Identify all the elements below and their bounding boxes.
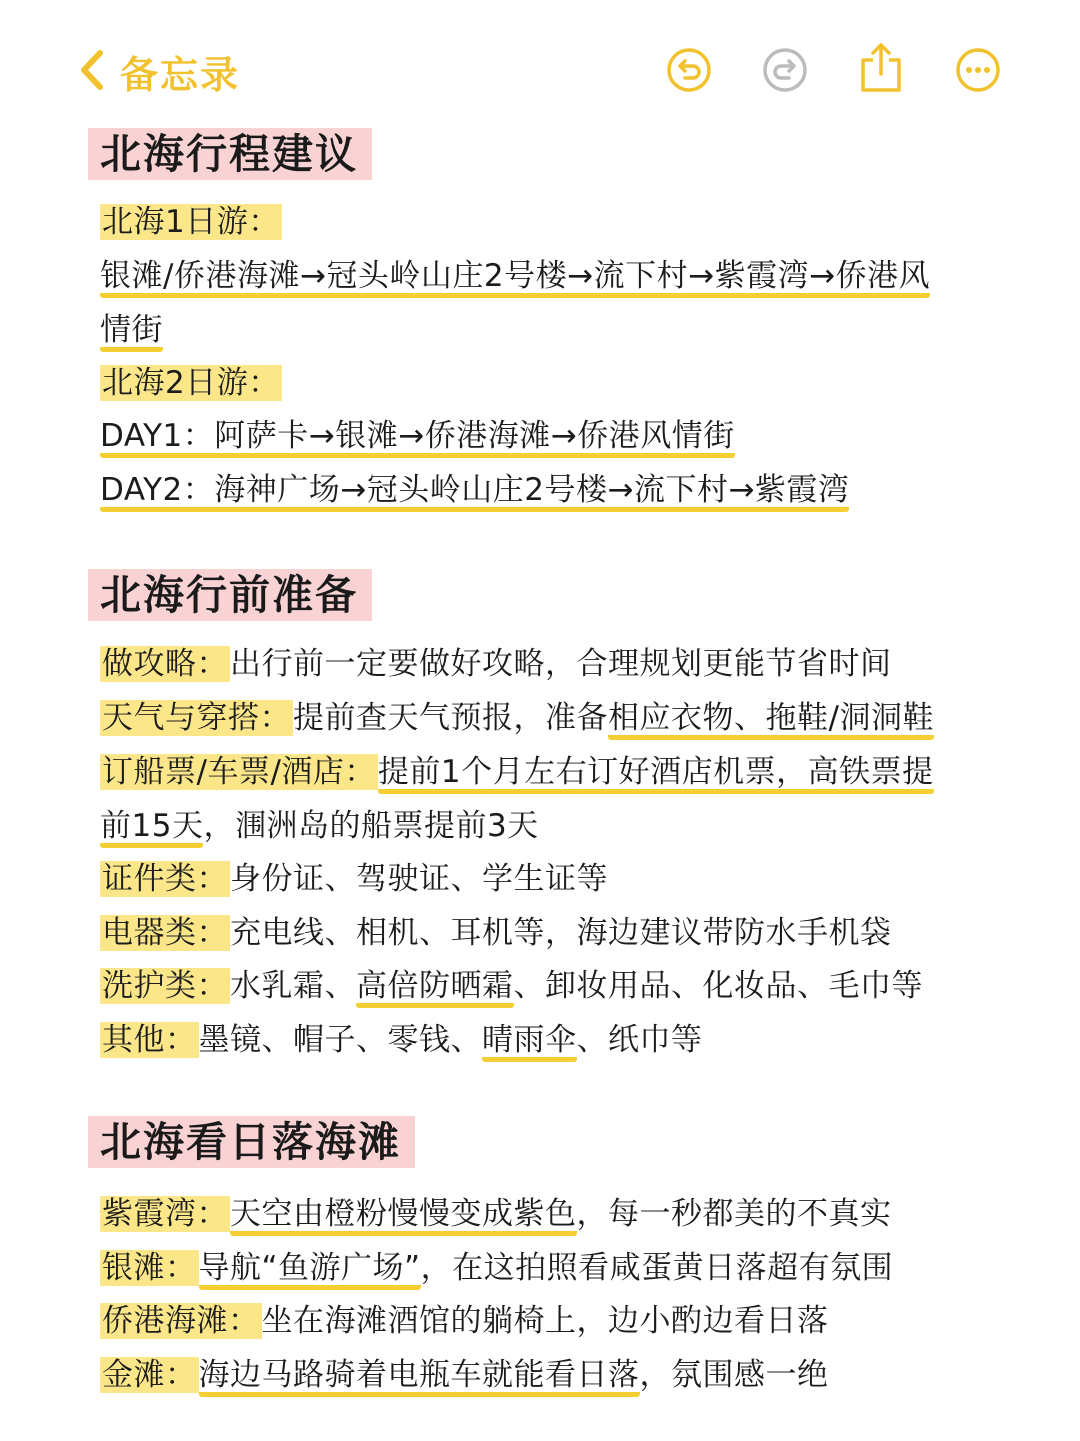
section-title-preparation: 北海行前准备 bbox=[88, 569, 372, 621]
share-icon bbox=[857, 79, 905, 98]
day1-label: 北海1日游： bbox=[102, 204, 280, 240]
sunset-text-zixia: ，每一秒都美的不真实 bbox=[576, 1196, 892, 1232]
prep-label-documents: 证件类： bbox=[102, 861, 228, 897]
prep-label-tickets: 订船票/车票/酒店： bbox=[102, 754, 376, 790]
prep-label-electronics: 电器类： bbox=[102, 915, 228, 951]
section-title-sunset: 北海看日落海滩 bbox=[88, 1116, 415, 1168]
sunset-label-zixia: 紫霞湾： bbox=[102, 1196, 228, 1232]
day2-label-line bbox=[100, 363, 282, 403]
share-button[interactable] bbox=[857, 42, 905, 90]
prep-underline-weather: 相应衣物、拖鞋/洞洞鞋 bbox=[608, 701, 934, 740]
sunset-underline-jintan: 海边马路骑着电瓶车就能看日落 bbox=[199, 1358, 640, 1397]
more-button[interactable] bbox=[954, 46, 1002, 94]
day1-route-part1: 银滩/侨港海滩→冠头岭山庄2号楼→流下村→紫霞湾→侨港风 bbox=[100, 259, 930, 298]
section-title-itinerary: 北海行程建议 bbox=[88, 128, 372, 180]
prep-text-strategy: 出行前一定要做好攻略，合理规划更能节省时间 bbox=[230, 646, 892, 682]
redo-button[interactable] bbox=[761, 46, 809, 94]
sunset-row-jintan bbox=[100, 1355, 829, 1395]
prep-label-toiletries: 洗护类： bbox=[102, 968, 228, 1004]
day1-route-line-2 bbox=[100, 310, 163, 350]
undo-icon bbox=[665, 79, 713, 98]
sunset-row-zixia bbox=[100, 1194, 892, 1234]
prep-text-toiletries-a: 水乳霜、 bbox=[230, 968, 356, 1004]
prep-underline-tickets: 提前1个月左右订好酒店机票，高铁票提 bbox=[378, 755, 934, 794]
more-icon bbox=[954, 79, 1002, 98]
prep-text-electronics: 充电线、相机、耳机等，海边建议带防水手机袋 bbox=[230, 915, 892, 951]
prep-underline-umbrella: 晴雨伞 bbox=[482, 1023, 577, 1062]
prep-row-weather bbox=[100, 698, 934, 738]
sunset-row-yintan bbox=[100, 1248, 893, 1288]
navigation-bar bbox=[0, 0, 1080, 130]
prep-text-toiletries-b: 、卸妆用品、化妆品、毛巾等 bbox=[513, 968, 923, 1004]
sunset-label-yintan: 银滩： bbox=[102, 1250, 197, 1286]
sunset-text-jintan: ，氛围感一绝 bbox=[639, 1357, 829, 1393]
prep-text-tickets-2: ，涠洲岛的船票提前3天 bbox=[203, 808, 539, 844]
undo-button[interactable] bbox=[665, 46, 713, 94]
prep-row-strategy bbox=[100, 644, 892, 684]
sunset-row-qiaogang bbox=[100, 1301, 829, 1341]
prep-row-electronics bbox=[100, 913, 892, 953]
day2-d2-route: DAY2：海神广场→冠头岭山庄2号楼→流下村→紫霞湾 bbox=[100, 473, 849, 512]
day2-d1-route: DAY1：阿萨卡→银滩→侨港海滩→侨港风情街 bbox=[100, 419, 735, 458]
day1-route-line bbox=[100, 256, 930, 296]
chevron-left-icon bbox=[74, 45, 108, 99]
sunset-label-jintan: 金滩： bbox=[102, 1357, 197, 1393]
day1-label-line bbox=[100, 202, 282, 242]
prep-label-strategy: 做攻略： bbox=[102, 646, 228, 682]
prep-label-weather: 天气与穿搭： bbox=[102, 700, 291, 736]
prep-row-toiletries bbox=[100, 966, 923, 1006]
day2-label: 北海2日游： bbox=[102, 365, 280, 401]
prep-row-tickets bbox=[100, 752, 934, 792]
prep-underline-sunscreen: 高倍防晒霜 bbox=[356, 969, 514, 1008]
prep-text-others-b: 、纸巾等 bbox=[576, 1022, 703, 1058]
prep-row-tickets-cont bbox=[100, 806, 539, 846]
prep-text-others-a: 墨镜、帽子、零钱、 bbox=[198, 1022, 482, 1058]
day2-d2-line bbox=[100, 470, 849, 510]
day2-d1-line bbox=[100, 416, 735, 456]
prep-label-others: 其他： bbox=[102, 1022, 197, 1058]
prep-text-documents: 身份证、驾驶证、学生证等 bbox=[230, 861, 608, 897]
back-label: 备忘录 bbox=[120, 53, 241, 97]
back-button[interactable] bbox=[74, 44, 240, 99]
prep-row-others bbox=[100, 1020, 703, 1060]
sunset-underline-zixia: 天空由橙粉慢慢变成紫色 bbox=[230, 1197, 577, 1236]
day1-route-part2: 情街 bbox=[100, 313, 163, 352]
sunset-underline-yintan: 导航“鱼游广场” bbox=[199, 1251, 421, 1290]
sunset-text-yintan: ，在这拍照看咸蛋黄日落超有氛围 bbox=[420, 1250, 894, 1286]
sunset-text-qiaogang: 坐在海滩酒馆的躺椅上，边小酌边看日落 bbox=[261, 1303, 829, 1339]
prep-text-weather: 提前查天气预报，准备 bbox=[293, 700, 608, 736]
prep-underline-tickets-2: 前15天 bbox=[100, 809, 203, 848]
redo-icon bbox=[761, 79, 809, 98]
prep-row-documents bbox=[100, 859, 608, 899]
sunset-label-qiaogang: 侨港海滩： bbox=[102, 1303, 260, 1339]
